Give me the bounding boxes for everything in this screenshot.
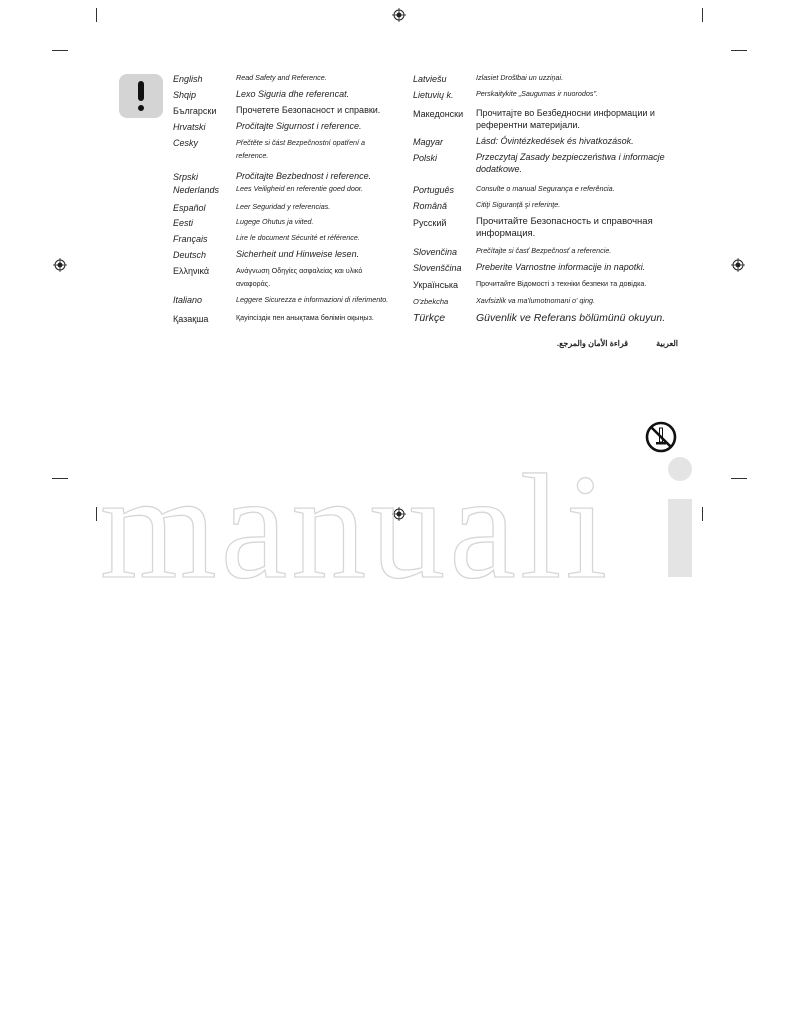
language-row: [413, 295, 678, 308]
language-column-right: [413, 72, 678, 329]
crop-mark-right-upper: [731, 50, 747, 51]
language-row: [413, 216, 678, 240]
language-row: [413, 151, 678, 175]
language-text: Pročitajte Bezbednost i reference.: [236, 171, 372, 181]
language-name: Slovenčina: [413, 247, 458, 257]
language-text: Lees Veiligheid en referentie goed door.: [236, 184, 363, 193]
crop-mark-left-upper: [52, 50, 68, 51]
manuali-watermark: [100, 455, 700, 585]
language-text: Preberite Varnostne informacije in napotki.: [476, 262, 646, 272]
language-text: Прочитайте Безопасность и справочная информация.: [476, 216, 653, 239]
language-name: O'zbekcha: [413, 297, 449, 306]
language-name: العربية: [656, 339, 678, 348]
language-text: Қауіпсіздік пен анықтама бөлімін оқыңыз.: [236, 313, 374, 322]
language-name: Slovenščina: [413, 263, 462, 273]
no-tipping-icon: [645, 421, 677, 453]
language-name: Français: [173, 234, 208, 244]
language-text: Consulte o manual Segurança e referência.: [476, 184, 615, 193]
language-name: Türkçe: [413, 312, 446, 324]
language-text: Perskaitykite „Saugumas ir nuorodos".: [476, 89, 598, 98]
language-text: Pročitajte Sigurnost i reference.: [236, 121, 362, 131]
language-name: Български: [173, 106, 217, 116]
language-text: Sicherheit und Hinweise lesen.: [236, 249, 360, 259]
language-text: Izlasiet Drošībai un uzziņai.: [476, 73, 564, 82]
language-row: [173, 293, 398, 306]
language-name: Lietuvių k.: [413, 90, 454, 100]
registration-mark-icon: [392, 8, 406, 22]
crop-mark-top-right: [702, 8, 703, 22]
language-row: [173, 216, 398, 229]
language-text: Ανάγνωση Οδηγίες ασφαλείας και υλικό αναφοράς.: [236, 266, 363, 288]
language-column-left: [173, 72, 398, 328]
language-row: [173, 88, 398, 101]
language-text: Lugege Ohutus ja viited.: [236, 217, 314, 226]
language-row: [173, 264, 398, 290]
language-name: Polski: [413, 153, 438, 163]
language-text: Citiţi Siguranţă şi referinţe.: [476, 200, 561, 209]
language-text: Lásd: Óvintézkedések és hivatkozások.: [476, 136, 634, 146]
language-text: Прочетете Безопасност и справки.: [236, 105, 381, 115]
crop-mark-top-left: [96, 8, 97, 22]
language-text: Прочитајте во Безбедносни информации и референтни материјали.: [476, 108, 655, 130]
language-row: [173, 248, 398, 261]
language-name: Latviešu: [413, 74, 447, 84]
language-name: Русский: [413, 218, 447, 228]
registration-mark-icon: [731, 258, 745, 272]
language-row: [173, 232, 398, 245]
language-name: Español: [173, 203, 206, 213]
language-row: [173, 72, 398, 85]
language-text: Lexo Siguria dhe referencat.: [236, 89, 350, 99]
language-text: Prečítajte si časť Bezpečnosť a referencie.: [476, 246, 612, 255]
language-name: Қазақша: [173, 314, 209, 324]
language-row: [173, 183, 398, 196]
language-text: Leggere Sicurezza e informazioni di riferimento.: [236, 295, 389, 304]
language-text: قراءة الأمان والمرجع.: [556, 339, 629, 348]
language-row: [413, 183, 678, 196]
language-name: Srpski: [173, 172, 199, 182]
language-row: [413, 135, 678, 148]
language-name: Cesky: [173, 138, 199, 148]
language-row: [413, 72, 678, 85]
language-text: Přečtěte si část Bezpečnostní opatření a reference.: [236, 138, 366, 160]
language-name: Shqip: [173, 90, 197, 100]
language-name: English: [173, 74, 203, 84]
language-name: Македонски: [413, 109, 464, 119]
language-name: Українська: [413, 280, 459, 290]
language-row: [173, 170, 398, 183]
language-row: [173, 120, 398, 133]
crop-mark-bottom-right: [702, 507, 703, 521]
language-name: Hrvatski: [173, 122, 206, 132]
crop-mark-left-lower: [52, 478, 68, 479]
language-name: Română: [413, 201, 448, 211]
language-text: Прочитайте Відомості з техніки безпеки та довідка.: [476, 279, 647, 288]
language-name: Nederlands: [173, 185, 220, 195]
language-row: [413, 311, 678, 326]
language-row: [173, 312, 398, 325]
language-text: Leer Seguridad y referencias.: [236, 202, 331, 211]
language-name: Eesti: [173, 218, 194, 228]
language-name: Deutsch: [173, 250, 207, 260]
language-text: Read Safety and Reference.: [236, 73, 327, 82]
language-row: [413, 278, 678, 291]
language-row: [413, 245, 678, 258]
language-row: [173, 104, 398, 117]
language-name: Italiano: [173, 295, 203, 305]
watermark-text: manuali: [100, 455, 612, 585]
language-row: [413, 199, 678, 212]
registration-mark-icon: [53, 258, 67, 272]
language-row: [173, 136, 398, 162]
language-text: Lire le document Sécurité et référence.: [236, 233, 360, 242]
crop-mark-right-lower: [731, 478, 747, 479]
crop-mark-bottom-left: [96, 507, 97, 521]
language-row: [413, 88, 678, 101]
language-name: Magyar: [413, 137, 444, 147]
language-text: Xavfsizlik va ma'lumotnomani o' qing.: [476, 296, 595, 305]
language-row-arabic: [413, 339, 678, 348]
language-row: [413, 107, 678, 131]
language-row: [413, 261, 678, 274]
language-text: Güvenlik ve Referans bölümünü okuyun.: [476, 312, 666, 324]
language-row: [173, 201, 398, 214]
exclamation-icon: [119, 74, 163, 118]
language-text: Przeczytaj Zasady bezpieczeństwa i informacje dodatkowe.: [476, 152, 665, 174]
language-name: Português: [413, 185, 455, 195]
language-name: Ελληνικά: [173, 266, 210, 276]
